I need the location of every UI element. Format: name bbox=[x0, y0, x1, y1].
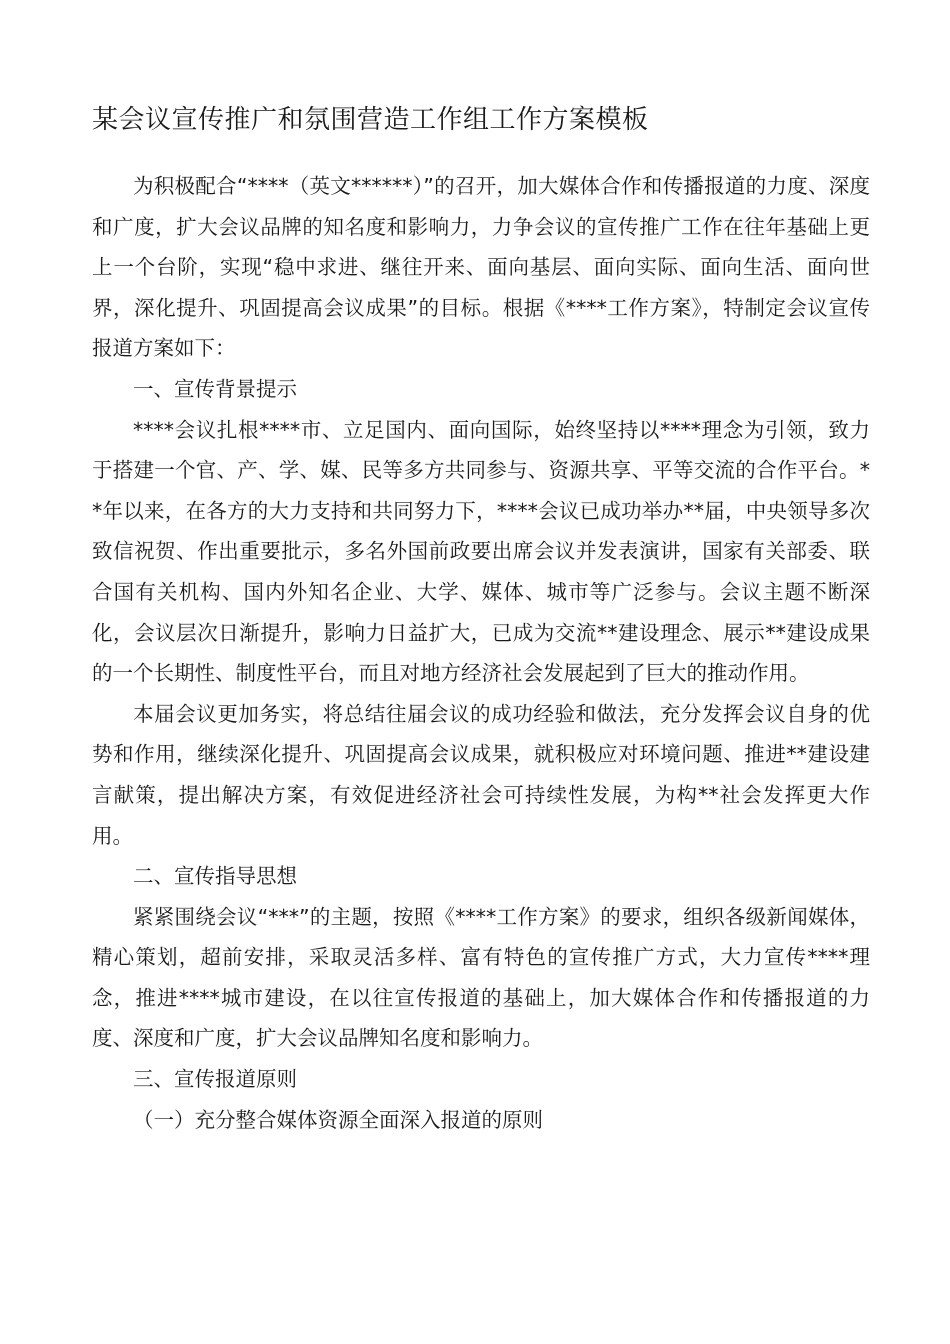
intro-paragraph: 为积极配合“****（英文******）”的召开，加大媒体合作和传播报道的力度、深度和广度，扩大会议品牌的知名度和影响力，力争会议的宣传推广工作在往年基础上更上一个台阶，实现“稳中求进、继往开来、面向基层、面向实际、面向生活、面向世界，深化提升、巩固提高会议成果”的目标。根据《****工作方案》，特制定会议宣传报道方案如下： bbox=[92, 174, 870, 361]
section-heading-background: 一、宣传背景提示 bbox=[133, 376, 297, 401]
principle-subheading-1: （一）充分整合媒体资源全面深入报道的原则 bbox=[133, 1107, 543, 1132]
background-paragraph-1: ****会议扎根****市、立足国内、面向国际，始终坚持以****理念为引领，致力于搭建一个官、产、学、媒、民等多方共同参与、资源共享、平等交流的合作平台。**年以来，在各方的大力支持和共同努力下，****会议已成功举办**届，中央领导多次致信祝贺、作出重要批示，多名外国前政要出席会议并发表演讲，国家有关部委、联合国有关机构、国内外知名企业、大学、媒体、城市等广泛参与。会议主题不断深化，会议层次日渐提升，影响力日益扩大，已成为交流**建设理念、展示**建设成果的一个长期性、制度性平台，而且对地方经济社会发展起到了巨大的推动作用。 bbox=[92, 417, 870, 686]
document-body bbox=[92, 166, 870, 1140]
section-heading-guiding-ideology: 二、宣传指导思想 bbox=[133, 864, 297, 889]
background-paragraph-2: 本届会议更加务实，将总结往届会议的成功经验和做法，充分发挥会议自身的优势和作用，继续深化提升、巩固提高会议成果，就积极应对环境问题、推进**建设建言献策，提出解决方案，有效促进经济社会可持续性发展，为构**社会发挥更大作用。 bbox=[92, 701, 870, 848]
section-heading-principles: 三、宣传报道原则 bbox=[133, 1067, 297, 1092]
document-title: 某会议宣传推广和氛围营造工作组工作方案模板 bbox=[92, 105, 649, 135]
guiding-ideology-paragraph: 紧紧围绕会议“***”的主题，按照《****工作方案》的要求，组织各级新闻媒体，精心策划，超前安排，采取灵活多样、富有特色的宣传推广方式，大力宣传****理念，推进****城市建设，在以往宣传报道的基础上，加大媒体合作和传播报道的力度、深度和广度，扩大会议品牌知名度和影响力。 bbox=[92, 904, 870, 1051]
